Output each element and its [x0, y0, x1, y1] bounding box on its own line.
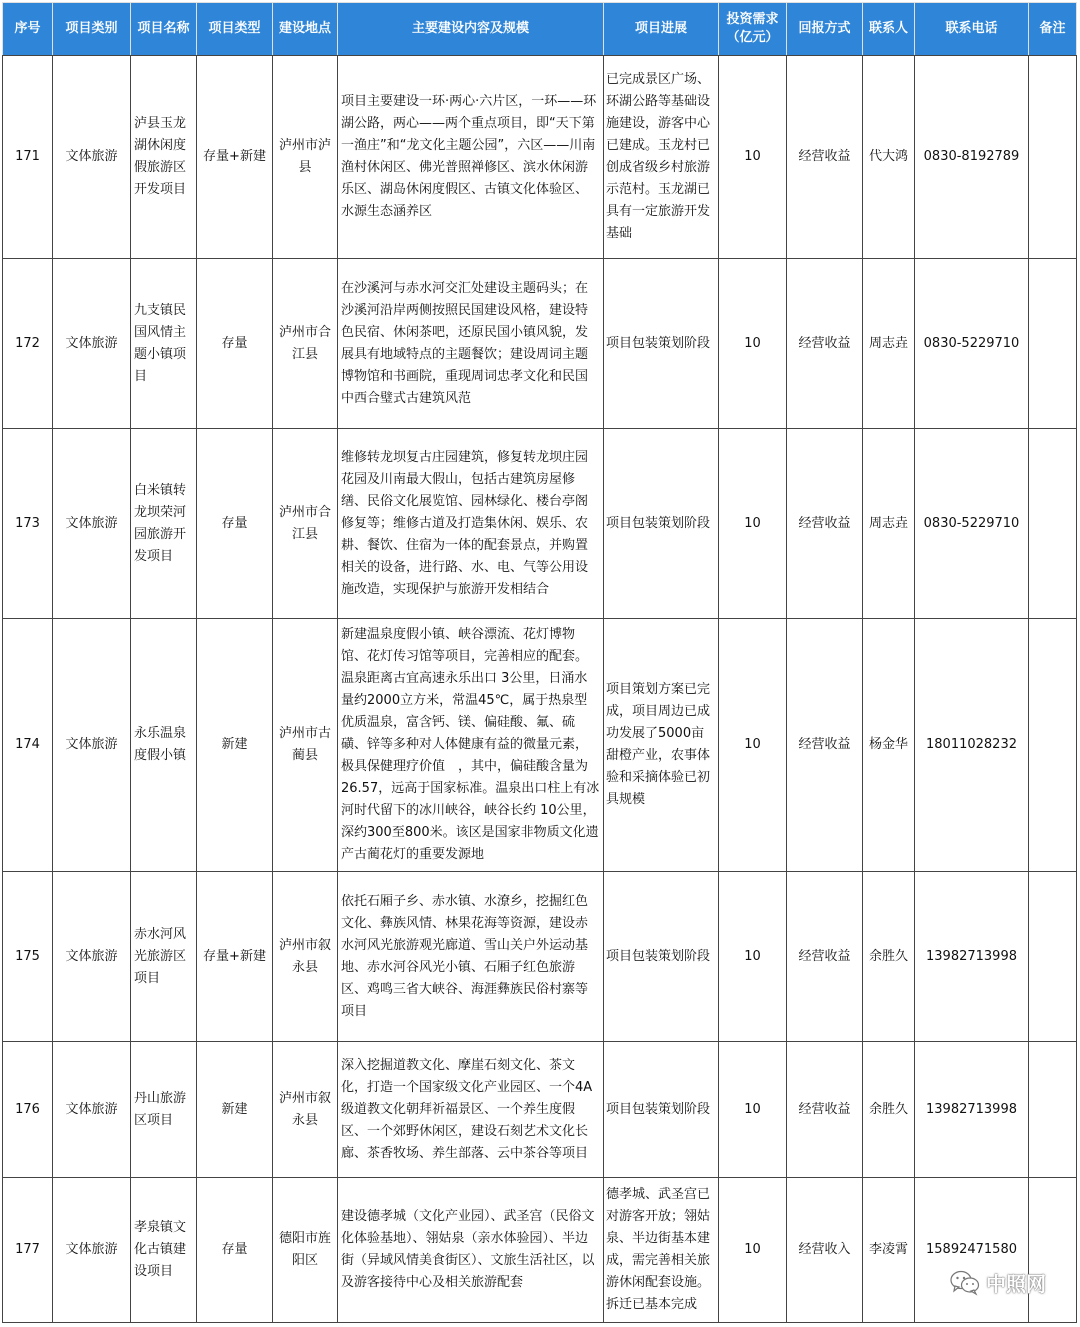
cell-progress: 项目策划方案已完成，项目周边已成功发展了5000亩甜橙产业，农事体验和采摘体验已初具规模 [604, 619, 719, 872]
cell-investment: 10 [719, 429, 787, 619]
header-row [3, 3, 1077, 56]
cell-name: 永乐温泉度假小镇 [131, 619, 197, 872]
cell-phone: 15892471580 [915, 1178, 1029, 1323]
cell-location: 泸州市泸县 [273, 56, 338, 259]
cell-name: 九支镇民国风情主题小镇项目 [131, 259, 197, 429]
cell-content: 建设德孝城（文化产业园）、武圣宫（民俗文化体验基地）、翎姑泉（亲水体验园）、半边街（异域风情美食街区）、文旅生活社区，以及游客接待中心及相关旅游配套 [338, 1178, 604, 1323]
project-table [2, 2, 1077, 1323]
table-row [3, 56, 1077, 259]
cell-location: 泸州市合江县 [273, 429, 338, 619]
cell-content: 在沙溪河与赤水河交汇处建设主题码头；在沙溪河沿岸两侧按照民国建设风格，建设特色民宿、休闲茶吧，还原民国小镇风貌，发展具有地域特点的主题餐饮；建设周词主题博物馆和书画院，重现周词忠孝文化和民国中西合璧式古建筑风范 [338, 259, 604, 429]
cell-category: 文体旅游 [53, 259, 131, 429]
col-header-content: 主要建设内容及规模 [338, 3, 604, 56]
cell-location: 泸州市叙永县 [273, 872, 338, 1042]
cell-return: 经营收益 [787, 872, 863, 1042]
cell-category: 文体旅游 [53, 429, 131, 619]
cell-contact: 杨金华 [863, 619, 915, 872]
cell-phone: 13982713998 [915, 1042, 1029, 1178]
table-row [3, 429, 1077, 619]
cell-progress: 项目包装策划阶段 [604, 872, 719, 1042]
cell-note [1029, 619, 1077, 872]
cell-location: 德阳市旌阳区 [273, 1178, 338, 1323]
cell-return: 经营收益 [787, 619, 863, 872]
wechat-icon [950, 1270, 980, 1296]
cell-no: 173 [3, 429, 53, 619]
cell-note [1029, 429, 1077, 619]
cell-investment: 10 [719, 619, 787, 872]
col-header-category: 项目类别 [53, 3, 131, 56]
cell-note [1029, 872, 1077, 1042]
col-header-location: 建设地点 [273, 3, 338, 56]
cell-name: 赤水河风光旅游区项目 [131, 872, 197, 1042]
cell-location: 泸州市叙永县 [273, 1042, 338, 1178]
cell-type: 存量 [197, 1178, 273, 1323]
cell-progress: 德孝城、武圣宫已对游客开放；翎姑泉、半边街基本建成，需完善相关旅游休闲配套设施。拆迁已基本完成 [604, 1178, 719, 1323]
cell-content: 新建温泉度假小镇、峡谷漂流、花灯博物馆、花灯传习馆等项目，完善相应的配套。温泉距离古宜高速永乐出口 3公里，日涌水量约2000立方米，常温45℃，属于热泉型优质温泉，富含钙、镁、偏硅酸、氟、硫磺、锌等多种对人体健康有益的微量元素，极具保健理疗价值 ，其中，偏硅酸含量为26.57，远高于国家标准。温泉出口柱上有冰河时代留下的冰川峡谷，峡谷长约 10公里，深约300至800米。该区是国家非物质文化遗产古蔺花灯的重要发源地 [338, 619, 604, 872]
cell-type: 新建 [197, 1042, 273, 1178]
cell-location: 泸州市合江县 [273, 259, 338, 429]
cell-note [1029, 1178, 1077, 1323]
cell-contact: 周志垚 [863, 429, 915, 619]
cell-content: 维修转龙坝复古庄园建筑，修复转龙坝庄园花园及川南最大假山，包括古建筑房屋修缮、民俗文化展览馆、园林绿化、楼台亭阁修复等；维修古道及打造集休闲、娱乐、农耕、餐饮、住宿为一体的配套景点，并购置相关的设备，进行路、水、电、气等公用设施改造，实现保护与旅游开发相结合 [338, 429, 604, 619]
col-header-type: 项目类型 [197, 3, 273, 56]
cell-progress: 项目包装策划阶段 [604, 1042, 719, 1178]
cell-no: 177 [3, 1178, 53, 1323]
col-header-phone: 联系电话 [915, 3, 1029, 56]
cell-content: 深入挖掘道教文化、摩崖石刻文化、茶文化，打造一个国家级文化产业园区、一个4A级道教文化朝拜祈福景区、一个养生度假区、一个郊野休闲区，建设石刻艺术文化长廊、茶香牧场、养生部落、云中茶谷等项目 [338, 1042, 604, 1178]
cell-return: 经营收益 [787, 56, 863, 259]
cell-phone: 13982713998 [915, 872, 1029, 1042]
cell-contact: 余胜久 [863, 1042, 915, 1178]
cell-return: 经营收益 [787, 1042, 863, 1178]
cell-type: 新建 [197, 619, 273, 872]
cell-phone: 0830-5229710 [915, 429, 1029, 619]
cell-investment: 10 [719, 56, 787, 259]
cell-investment: 10 [719, 259, 787, 429]
cell-investment: 10 [719, 872, 787, 1042]
cell-progress: 项目包装策划阶段 [604, 429, 719, 619]
cell-category: 文体旅游 [53, 1178, 131, 1323]
cell-note [1029, 1042, 1077, 1178]
table-row [3, 872, 1077, 1042]
cell-investment: 10 [719, 1178, 787, 1323]
cell-category: 文体旅游 [53, 1042, 131, 1178]
cell-no: 176 [3, 1042, 53, 1178]
cell-category: 文体旅游 [53, 872, 131, 1042]
cell-phone: 0830-8192789 [915, 56, 1029, 259]
cell-type: 存量 [197, 429, 273, 619]
cell-name: 孝泉镇文化古镇建设项目 [131, 1178, 197, 1323]
cell-content: 项目主要建设一环·两心·六片区，一环——环湖公路，两心——两个重点项目，即“天下第一渔庄”和“龙文化主题公园”，六区——川南渔村休闲区、佛光普照禅修区、滨水休闲游乐区、湖岛休闲度假区、古镇文化体验区、水源生态涵养区 [338, 56, 604, 259]
cell-return: 经营收益 [787, 429, 863, 619]
cell-phone: 0830-5229710 [915, 259, 1029, 429]
table-row [3, 1178, 1077, 1323]
cell-content: 依托石厢子乡、赤水镇、水潦乡，挖掘红色文化、彝族风情、林果花海等资源，建设赤水河风光旅游观光廊道、雪山关户外运动基地、赤水河谷风光小镇、石厢子红色旅游区、鸡鸣三省大峡谷、海涯彝族民俗村寨等项目 [338, 872, 604, 1042]
cell-return: 经营收益 [787, 259, 863, 429]
cell-contact: 代大鸿 [863, 56, 915, 259]
col-header-name: 项目名称 [131, 3, 197, 56]
cell-no: 175 [3, 872, 53, 1042]
watermark [950, 1268, 1046, 1297]
cell-progress: 项目包装策划阶段 [604, 259, 719, 429]
cell-category: 文体旅游 [53, 619, 131, 872]
col-header-investment: 投资需求（亿元） [719, 3, 787, 56]
table-row [3, 619, 1077, 872]
col-header-note: 备注 [1029, 3, 1077, 56]
cell-contact: 周志垚 [863, 259, 915, 429]
cell-contact: 李凌霄 [863, 1178, 915, 1323]
cell-name: 泸县玉龙湖休闲度假旅游区开发项目 [131, 56, 197, 259]
table-row [3, 259, 1077, 429]
cell-location: 泸州市古蔺县 [273, 619, 338, 872]
table-row [3, 1042, 1077, 1178]
col-header-contact: 联系人 [863, 3, 915, 56]
cell-investment: 10 [719, 1042, 787, 1178]
cell-no: 174 [3, 619, 53, 872]
cell-progress: 已完成景区广场、环湖公路等基础设施建设，游客中心已建成。玉龙村已创成省级乡村旅游示范村。玉龙湖已具有一定旅游开发基础 [604, 56, 719, 259]
cell-contact: 余胜久 [863, 872, 915, 1042]
cell-category: 文体旅游 [53, 56, 131, 259]
cell-note [1029, 56, 1077, 259]
cell-note [1029, 259, 1077, 429]
watermark-text: 中照网 [986, 1272, 1046, 1296]
cell-type: 存量+新建 [197, 56, 273, 259]
col-header-no: 序号 [3, 3, 53, 56]
cell-return: 经营收入 [787, 1178, 863, 1323]
cell-phone: 18011028232 [915, 619, 1029, 872]
cell-no: 171 [3, 56, 53, 259]
cell-name: 丹山旅游区项目 [131, 1042, 197, 1178]
cell-type: 存量+新建 [197, 872, 273, 1042]
col-header-return: 回报方式 [787, 3, 863, 56]
cell-type: 存量 [197, 259, 273, 429]
cell-no: 172 [3, 259, 53, 429]
cell-name: 白米镇转龙坝荣河园旅游开发项目 [131, 429, 197, 619]
col-header-progress: 项目进展 [604, 3, 719, 56]
